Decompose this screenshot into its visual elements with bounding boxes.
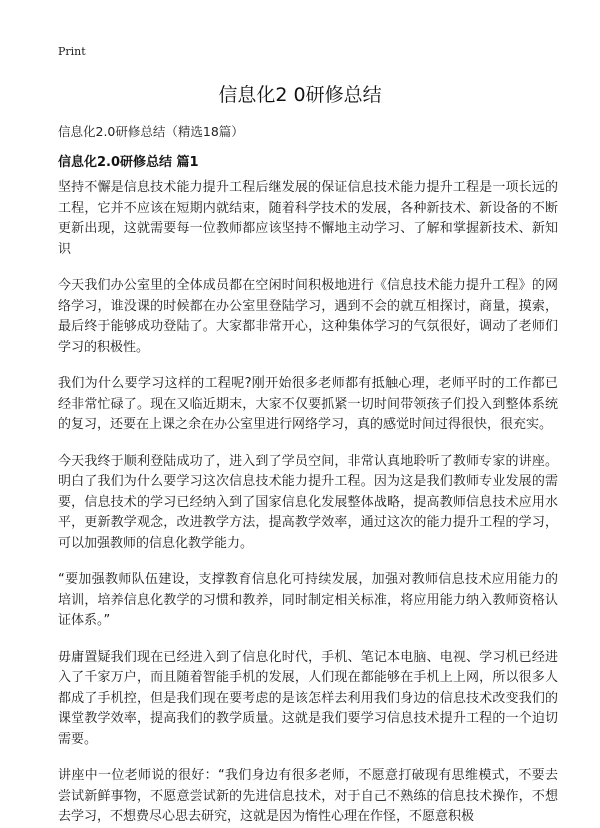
document-subtitle: 信息化2.0研修总结（精选18篇） xyxy=(58,124,244,139)
section-heading: 信息化2.0研修总结 篇1 xyxy=(58,155,199,170)
paragraph-2: 今天我们办公室里的全体成员都在空闲时间积极地进行《信息技术能力提升工程》的网络学习，谁没课的时候都在办公室里登陆学习，遇到不会的就互相探讨，商量，摸索，最后终于能够成功登陆了。大家都非常开心，这种集体学习的气氛很好，调动了老师们学习的积极性。 xyxy=(58,278,558,355)
paragraph-1: 坚持不懈是信息技术能力提升工程后继发展的保证信息技术能力提升工程是一项长远的工程，它并不应该在短期内就结束，随着科学技术的发展，各种新技术、新设备的不断更新出现，这就需要每一位教师都应该坚持不懈地主动学习、了解和掌握新技术、新知识 xyxy=(58,180,558,257)
paragraph-6: 毋庸置疑我们现在已经进入到了信息化时代，手机、笔记本电脑、电视、学习机已经进入了千家万户，而且随着智能手机的发展，人们现在都能够在手机上上网，所以很多人都成了手机控，但是我们现在要考虑的是该怎样去利用我们身边的信息技术改变我们的课堂教学效率，提高我们的教学质量。这就是我们要学习信息技术提升工程的一个迫切需要。 xyxy=(58,649,558,747)
paragraph-4: 今天我终于顺利登陆成功了，进入到了学员空间，非常认真地聆听了教师专家的讲座。明白了我们为什么要学习这次信息技术能力提升工程。因为这是我们教师专业发展的需要，信息技术的学习已经纳入到了国家信息化发展整体战略，提高教师信息技术应用水平，更新教学观念，改进教学方法，提高教学效率，通过这次的能力提升工程的学习，可以加强教师的信息化教学能力。 xyxy=(58,453,558,551)
paragraph-7: 讲座中一位老师说的很好：“我们身边有很多老师，不愿意打破现有思维模式，不要去尝试新鲜事物，不愿意尝试新的先进信息技术，对于自己不熟练的信息技术操作，不想去学习，不想费尽心思去研究，这就是因为惰性心理在作怪，不愿意积极 xyxy=(58,768,558,824)
document-body xyxy=(58,178,558,828)
print-label: Print xyxy=(58,45,86,58)
page-title: 信息化2 0研修总结 xyxy=(218,84,382,106)
paragraph-3: 我们为什么要学习这样的工程呢?刚开始很多老师都有抵触心理，老师平时的工作都已经非常忙碌了。现在又临近期末，大家不仅要抓紧一切时间带领孩子们投入到整体系统的复习，还要在上课之余在办公室里进行网络学习，真的感觉时间过得很快，很充实。 xyxy=(58,376,558,432)
paragraph-5: “要加强教师队伍建设，支撑教育信息化可持续发展，加强对教师信息技术应用能力的培训，培养信息化教学的习惯和教养，同时制定相关标准，将应用能力纳入教师资格认证体系。” xyxy=(58,572,558,628)
